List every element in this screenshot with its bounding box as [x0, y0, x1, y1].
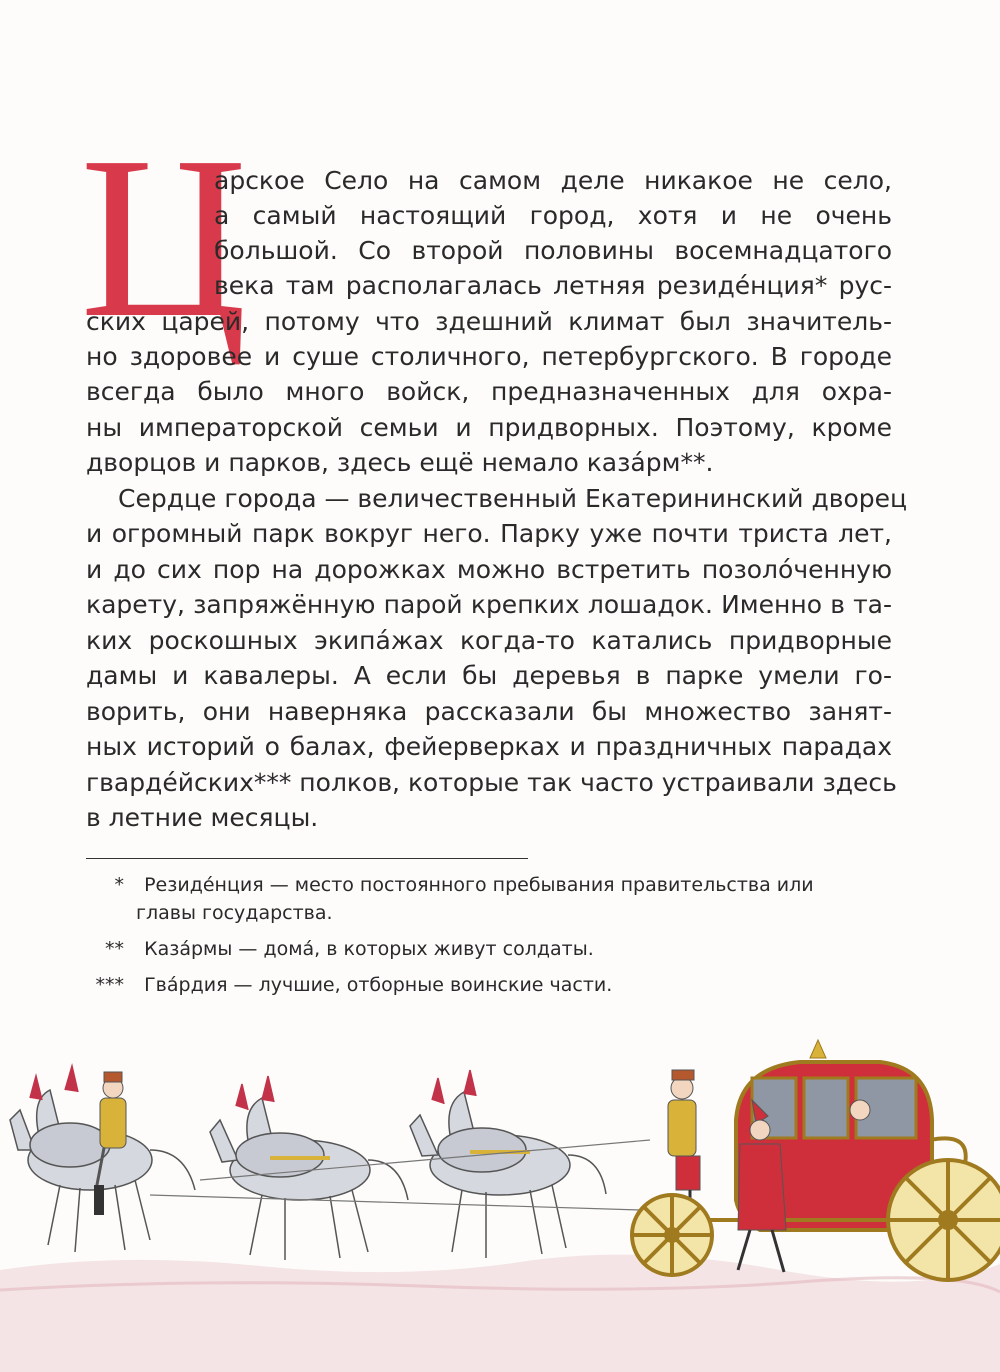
footnote-text: Резидéнция — место постоянного пребывания правительства или	[144, 874, 814, 896]
drop-cap-letter: Ц	[80, 109, 248, 366]
footnote	[86, 872, 814, 898]
footnote	[86, 936, 594, 962]
footnote-mark: *	[114, 874, 124, 896]
text-line: века там располагалась летняя резидéнция* рус-	[214, 271, 892, 300]
text-line: и огромный парк вокруг него. Парку уже почти триста лет,	[86, 519, 892, 548]
footnote-continuation: главы государства.	[136, 902, 333, 924]
horse-pair-2	[210, 1076, 408, 1260]
text-line: всегда было много войск, предназначенных для охра-	[86, 377, 892, 406]
text-line: арское Село на самом деле никакое не село,	[214, 166, 892, 195]
footnote-text: Казáрмы — домá, в которых живут солдаты.	[144, 938, 594, 960]
text-line: в летние месяцы.	[86, 803, 319, 832]
text-line: гвардéйских*** полков, которые так часто устраивали здесь	[86, 768, 897, 797]
text-line: ских царей, потому что здешний климат был значитель-	[86, 307, 892, 336]
text-line: карету, запряжённую парой крепких лошадок. Именно в та-	[86, 590, 892, 619]
text-line: дворцов и парков, здесь ещё немало казáрм**.	[86, 448, 714, 477]
text-line: Сердце города — величественный Екатерининский дворец	[118, 484, 908, 513]
footnote	[86, 972, 612, 998]
text-line: и до сих пор на дорожках можно встретить позолóченную	[86, 555, 892, 584]
text-line: ворить, они наверняка рассказали бы множество занят-	[86, 697, 892, 726]
footnote-mark: **	[105, 938, 124, 960]
text-line: ных историй о балах, фейерверках и праздничных парадах	[86, 732, 892, 761]
horse-pair-3	[410, 1070, 606, 1258]
footnote-divider	[86, 858, 528, 859]
footnote-mark: ***	[95, 974, 124, 996]
text-line: а самый настоящий город, хотя и не очень	[214, 201, 892, 230]
footnote-text: Гвáрдия — лучшие, отборные воинские части.	[144, 974, 613, 996]
ground-wash	[0, 1255, 1000, 1372]
text-line: ны императорской семьи и придворных. Поэтому, кроме	[86, 413, 892, 442]
text-line: ких роскошных экипáжах когда-то катались придворные	[86, 626, 892, 655]
text-line: дамы и кавалеры. А если бы деревья в парке умели го-	[86, 661, 892, 690]
text-line: большой. Со второй половины восемнадцатого	[214, 236, 892, 265]
royal-carriage-with-horses-illustration	[0, 1020, 1000, 1372]
text-line: но здоровее и суше столичного, петербургского. В городе	[86, 342, 892, 371]
